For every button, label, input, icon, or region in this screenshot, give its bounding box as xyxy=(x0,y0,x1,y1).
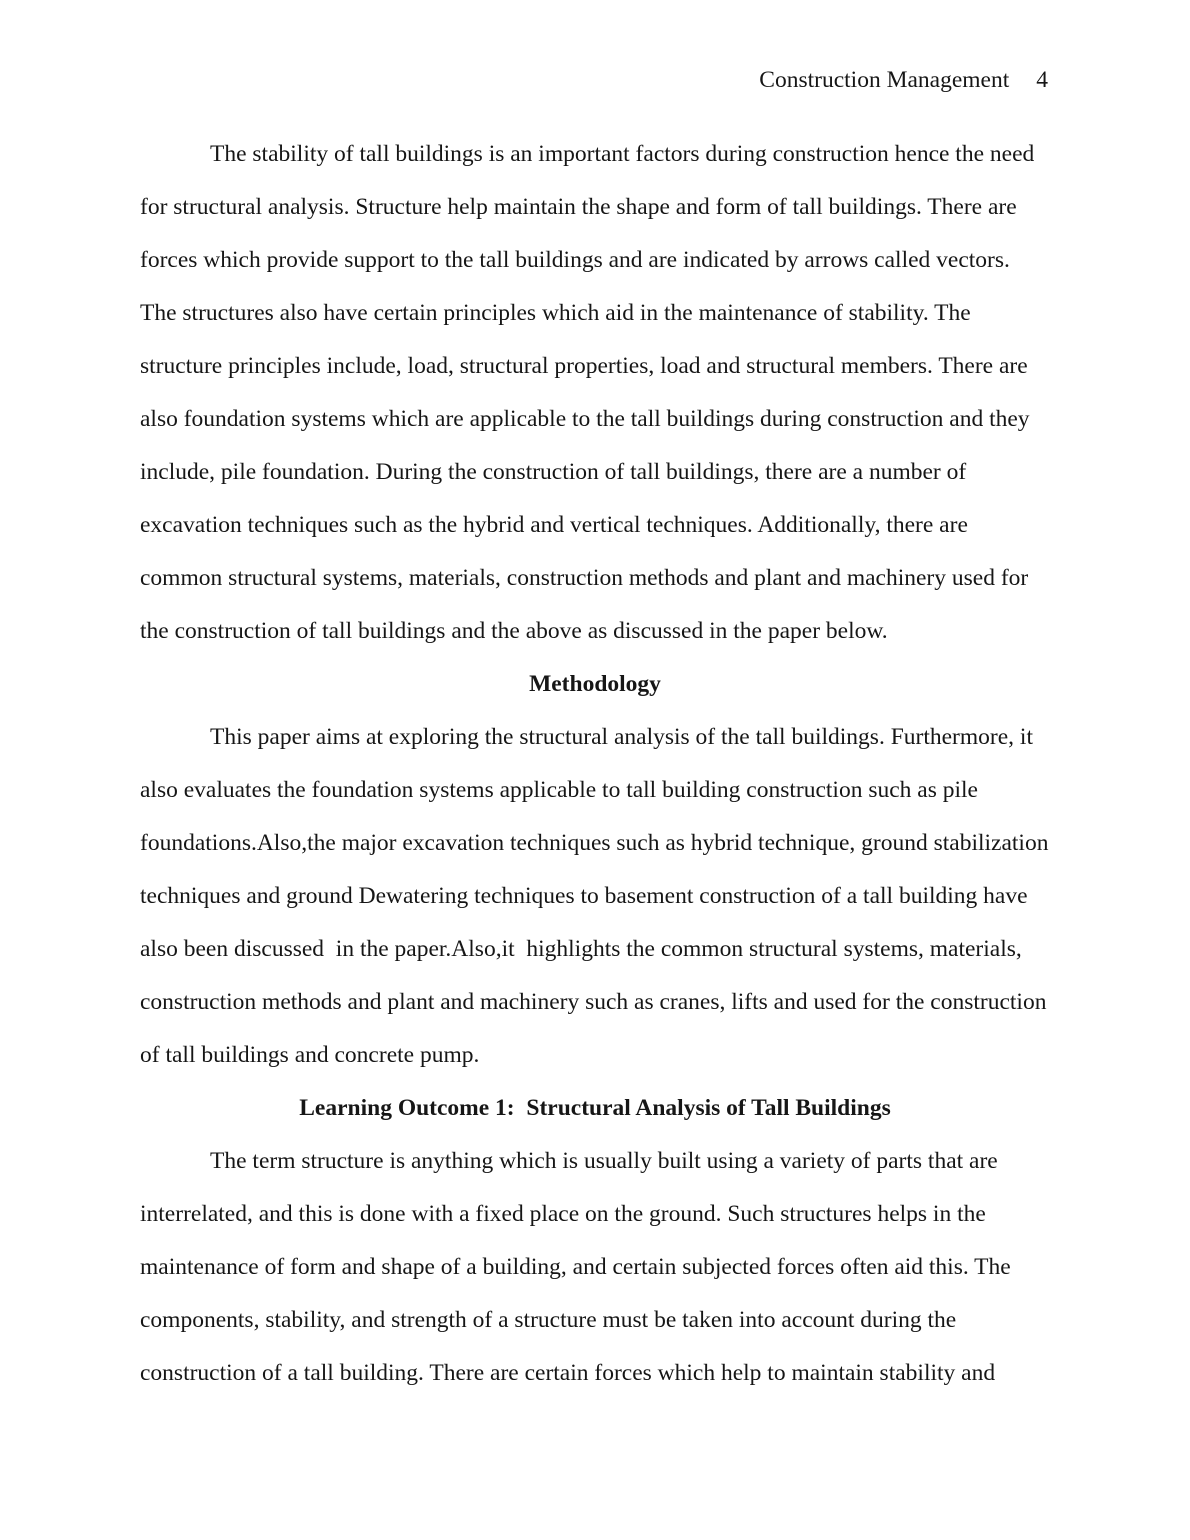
paragraph-introduction: The stability of tall buildings is an important factors during construction hence the need for structural analysis. Structure help maintain the shape and form of tall buildings. There are forces which provide support to the tall buildings and are indicated by arrows called vectors. The structures also have certain principles which aid in the maintenance of stability. The structure principles include, load, structural properties, load and structural members. There are also foundation systems which are applicable to the tall buildings during construction and they include, pile foundation. During the construction of tall buildings, there are a number of excavation techniques such as the hybrid and vertical techniques. Additionally, there are common structural systems, materials, construction methods and plant and machinery used for the construction of tall buildings and the above as discussed in the paper below. xyxy=(140,141,1041,644)
page-header xyxy=(759,66,1048,94)
running-head: Construction Management xyxy=(759,67,1010,93)
page-number: 4 xyxy=(1036,67,1048,93)
paragraph-methodology: This paper aims at exploring the structural analysis of the tall buildings. Furthermore, it also evaluates the foundation systems applicable to tall building construction such as pile foundations.Also,the major excavation techniques such as hybrid technique, ground stabilization techniques and ground Dewatering techniques to basement construction of a tall building have also been discussed in the paper.Also,it highlights the common structural systems, materials, construction methods and plant and machinery such as cranes, lifts and used for the construction of tall buildings and concrete pump. xyxy=(140,724,1055,1068)
paragraph-learning-outcome-1: The term structure is anything which is usually built using a variety of parts that are interrelated, and this is done with a fixed place on the ground. Such structures helps in the maintenance of form and shape of a building, and certain subjected forces often aid this. The components, stability, and strength of a structure must be taken into account during the construction of a tall building. There are certain forces which help to maintain stability and xyxy=(140,1148,1017,1386)
document-body xyxy=(140,128,1055,1400)
heading-methodology: Methodology xyxy=(529,671,661,697)
heading-learning-outcome-1: Learning Outcome 1: Structural Analysis of Tall Buildings xyxy=(299,1095,891,1121)
